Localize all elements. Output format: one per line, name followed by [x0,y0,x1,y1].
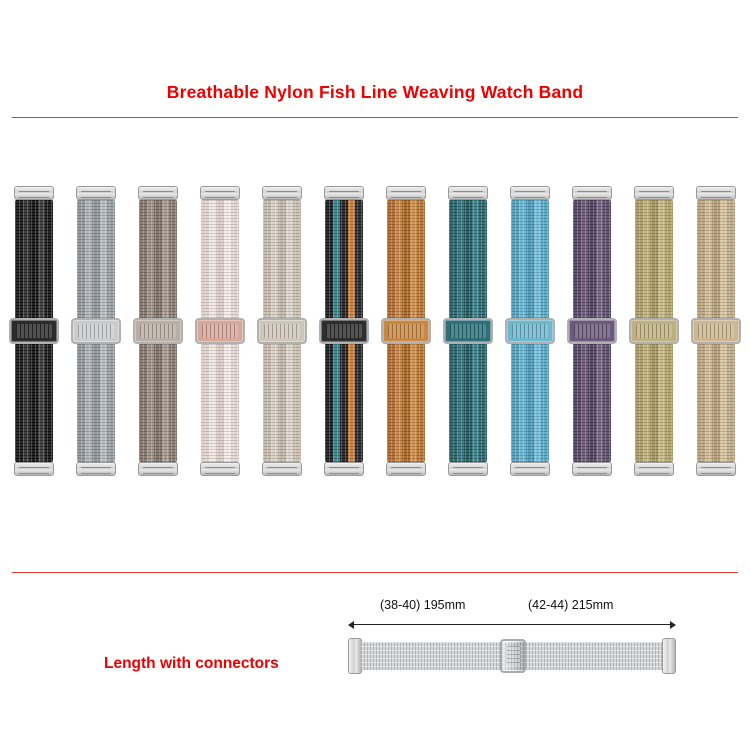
connector-top [76,186,116,200]
buckle-texture [16,324,52,338]
band-buckle [567,318,617,344]
connector-top [138,186,178,200]
band-buckle [505,318,555,344]
buckle-texture [264,324,300,338]
band-swatch[interactable] [194,186,246,476]
connector-bottom [386,462,426,476]
band-buckle [71,318,121,344]
band-buckle [133,318,183,344]
connector-bottom [200,462,240,476]
band-swatch[interactable] [628,186,680,476]
band-swatch[interactable] [380,186,432,476]
band-swatch[interactable] [8,186,60,476]
connector-bottom [696,462,736,476]
connector-bottom [14,462,54,476]
arrow-bar [353,624,671,625]
length-caption: Length with connectors [104,655,279,672]
buckle-texture [450,324,486,338]
arrow-left-icon [348,621,354,629]
connector-bottom [76,462,116,476]
connector-top [324,186,364,200]
band-swatch[interactable] [690,186,742,476]
connector-bottom [262,462,302,476]
arrow-right-icon [670,621,676,629]
connector-top [696,186,736,200]
connector-right [662,638,676,674]
divider-top [12,117,738,118]
buckle-texture [388,324,424,338]
connector-top [510,186,550,200]
connector-top [14,186,54,200]
band-buckle [319,318,369,344]
connector-top [386,186,426,200]
buckle-texture [506,646,520,666]
band-swatch[interactable] [318,186,370,476]
divider-bottom [12,572,738,573]
page-title: Breathable Nylon Fish Line Weaving Watch Band [166,82,584,102]
buckle-texture [574,324,610,338]
connector-bottom [324,462,364,476]
band-swatch[interactable] [566,186,618,476]
band-swatch[interactable] [256,186,308,476]
buckle-texture [202,324,238,338]
band-buckle [195,318,245,344]
sample-buckle [500,639,526,673]
connector-top [262,186,302,200]
sample-band-horizontal [348,632,676,680]
buckle-texture [636,324,672,338]
connector-bottom [572,462,612,476]
band-buckle [691,318,741,344]
band-color-gallery [8,186,742,476]
connector-left [348,638,362,674]
connector-bottom [510,462,550,476]
measurement-arrow [348,621,676,629]
band-swatch[interactable] [504,186,556,476]
connector-top [448,186,488,200]
measure-small-label: (38-40) 195mm [380,598,466,612]
buckle-texture [78,324,114,338]
band-buckle [443,318,493,344]
connector-bottom [138,462,178,476]
buckle-texture [140,324,176,338]
measurement-labels [348,598,676,616]
band-buckle [381,318,431,344]
band-swatch[interactable] [442,186,494,476]
measure-large-label: (42-44) 215mm [528,598,614,612]
connector-bottom [448,462,488,476]
band-swatch[interactable] [132,186,184,476]
band-buckle [257,318,307,344]
band-buckle [629,318,679,344]
connector-top [634,186,674,200]
buckle-texture [698,324,734,338]
buckle-texture [326,324,362,338]
connector-bottom [634,462,674,476]
buckle-texture [512,324,548,338]
connector-top [572,186,612,200]
connector-top [200,186,240,200]
band-buckle [9,318,59,344]
band-swatch[interactable] [70,186,122,476]
